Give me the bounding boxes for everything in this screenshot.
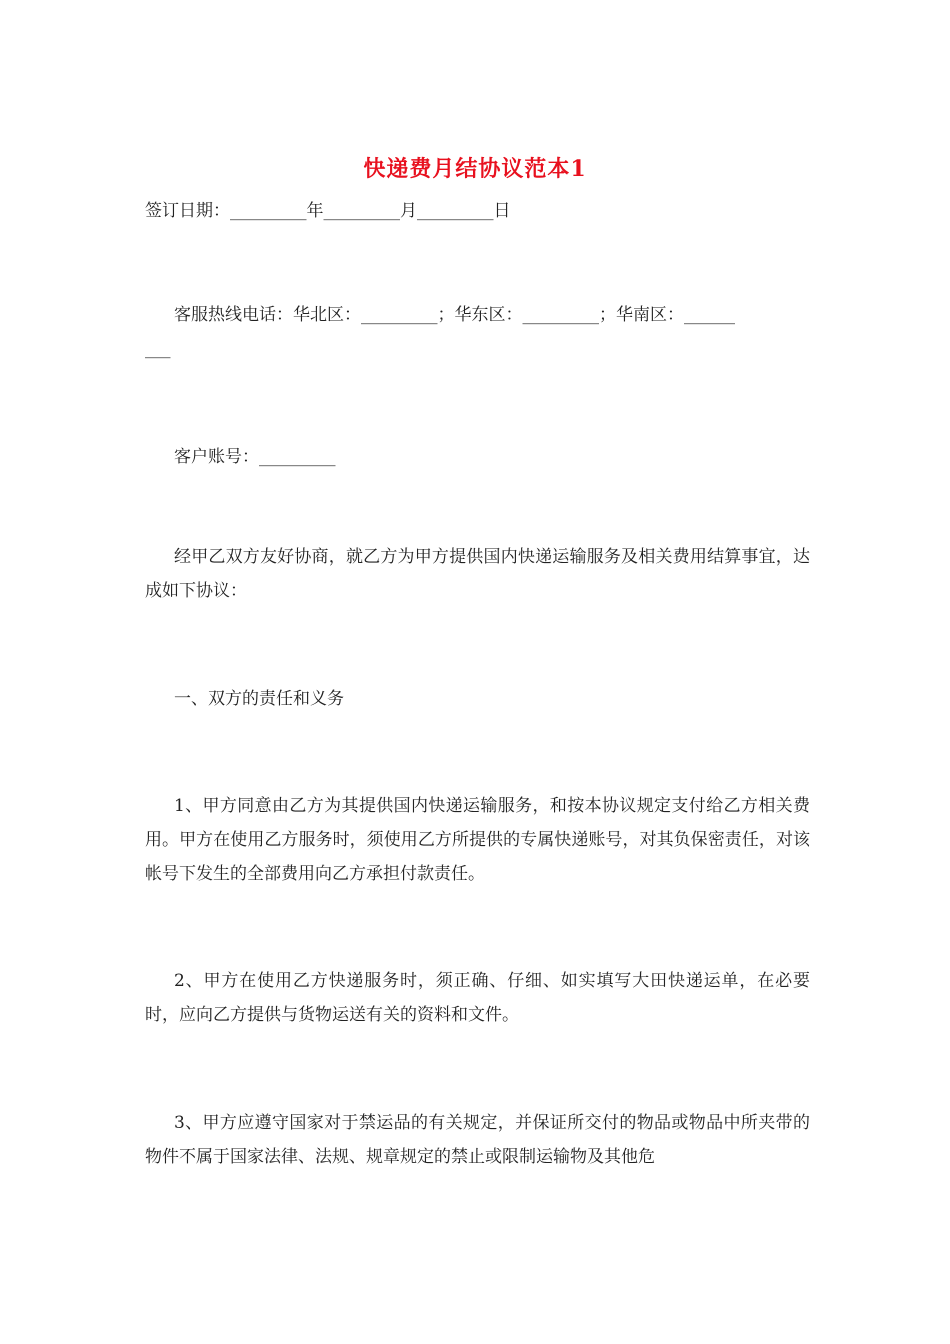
clause-1 [145,789,810,891]
sign-date-line: 签订日期：_________年_________月_________日 [145,201,511,221]
clause-2-text: 2、甲方在使用乙方快递服务时，须正确、仔细、如实填写大田快递运单，在必要时，应向乙方提供与货物运送有关的资料和文件。 [145,971,810,1025]
hotline-line-continued: ___ [145,339,171,359]
clause-3 [145,1106,810,1174]
hotline-line: 客服热线电话：华北区：_________；华东区：_________；华南区：______ [174,305,735,325]
customer-account-line: 客户账号：_________ [174,447,336,467]
section-heading: 一、双方的责任和义务 [174,689,344,709]
clause-2 [145,964,810,1032]
clause-1-text: 1、甲方同意由乙方为其提供国内快递运输服务，和按本协议规定支付给乙方相关费用。甲方在使用乙方服务时，须使用乙方所提供的专属快递账号，对其负保密责任，对该帐号下发生的全部费用向乙方承担付款责任。 [145,796,810,884]
intro-text: 经甲乙双方友好协商，就乙方为甲方提供国内快递运输服务及相关费用结算事宜，达成如下协议： [145,547,810,601]
intro-paragraph [145,540,810,608]
clause-3-text: 3、甲方应遵守国家对于禁运品的有关规定，并保证所交付的物品或物品中所夹带的物件不属于国家法律、法规、规章规定的禁止或限制运输物及其他危 [145,1113,810,1167]
document-title: 快递费月结协议范本1 [363,156,587,182]
